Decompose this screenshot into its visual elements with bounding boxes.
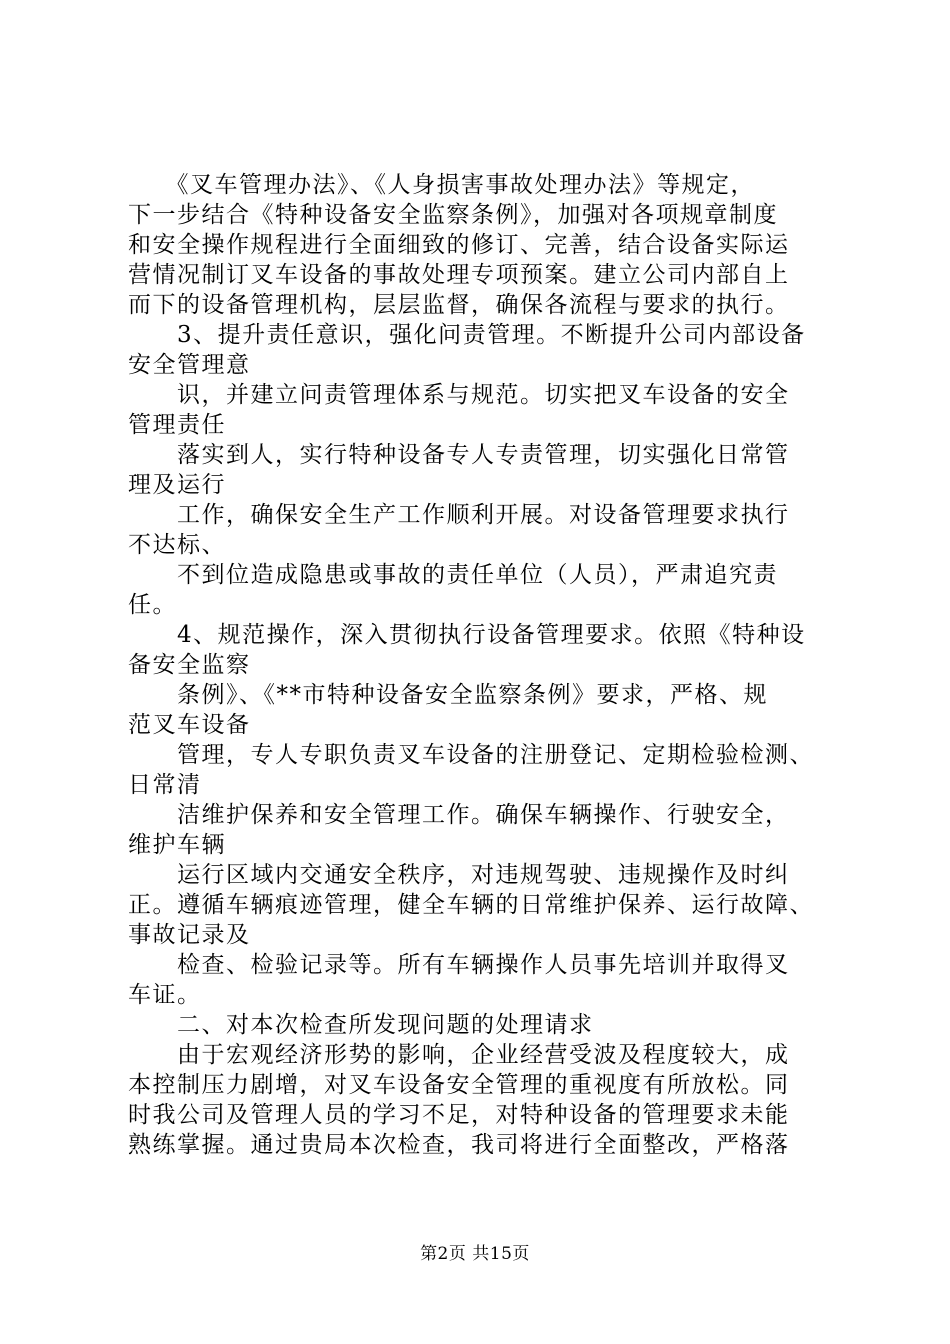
text-line: 备安全监察 [128,652,251,678]
text-line: 理及运行 [128,472,226,498]
text-line: 工作，确保安全生产工作顺利开展。对设备管理要求执行 [128,502,790,528]
text-line: 下一步结合《特种设备安全监察条例》，加强对各项规章制度 [128,202,778,228]
page-footer [0,1243,950,1265]
text-line: 维护车辆 [128,832,226,858]
text-line: 《叉车管理办法》、《人身损害事故处理办法》等规定， [128,172,755,198]
page-number-label: 第2页 共15页 [420,1244,530,1264]
text-line: 检查、检验记录等。所有车辆操作人员事先培训并取得叉 [128,952,790,978]
text-line: 正。遵循车辆痕迹管理，健全车辆的日常维护保养、运行故障、 [128,892,814,918]
text-line: 管理，专人专职负责叉车设备的注册登记、定期检验检测、 [128,742,814,768]
text-line: 熟练掌握。通过贵局本次检查，我司将进行全面整改，严格落 [128,1132,790,1158]
text-line: 本控制压力剧增，对叉车设备安全管理的重视度有所放松。同 [128,1072,790,1098]
text-line: 二、对本次检查所发现问题的处理请求 [128,1012,594,1038]
body-text [128,170,848,1160]
text-line: 管理责任 [128,412,226,438]
text-line: 识，并建立问责管理体系与规范。切实把叉车设备的安全 [128,382,790,408]
text-line: 不到位造成隐患或事故的责任单位（人员），严肃追究责 [128,562,778,588]
text-line: 安全管理意 [128,352,251,378]
text-line: 条例》、《**市特种设备安全监察条例》要求，严格、规 [128,682,768,708]
text-line: 时我公司及管理人员的学习不足，对特种设备的管理要求未能 [128,1102,790,1128]
text-line: 任。 [128,592,177,618]
text-line: 由于宏观经济形势的影响，企业经营受波及程度较大，成 [128,1042,790,1068]
text-line: 4、规范操作，深入贯彻执行设备管理要求。依照《特种设 [128,622,806,648]
text-line: 运行区域内交通安全秩序，对违规驾驶、违规操作及时纠 [128,862,790,888]
text-line: 营情况制订叉车设备的事故处理专项预案。建立公司内部自上 [128,262,790,288]
text-line: 3、提升责任意识，强化问责管理。不断提升公司内部设备 [128,322,806,348]
text-line: 不达标、 [128,532,226,558]
text-line: 事故记录及 [128,922,251,948]
text-line: 范叉车设备 [128,712,251,738]
text-line: 日常清 [128,772,202,798]
text-line: 车证。 [128,982,202,1008]
text-line: 和安全操作规程进行全面细致的修订、完善，结合设备实际运 [128,232,790,258]
text-line: 落实到人，实行特种设备专人专责管理，切实强化日常管 [128,442,790,468]
text-line: 洁维护保养和安全管理工作。确保车辆操作、行驶安全， [128,802,790,828]
text-line: 而下的设备管理机构，层层监督，确保各流程与要求的执行。 [128,292,790,318]
